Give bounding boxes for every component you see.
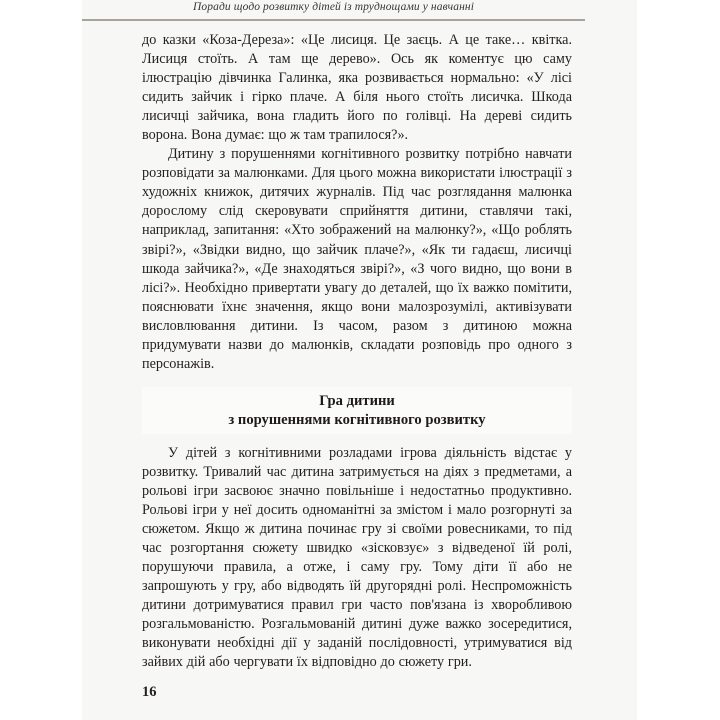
section-heading: [142, 387, 572, 434]
paragraph-play-activity: У дітей з когнітивними розладами ігрова діяльність відстає у розвитку. Тривалий час дитина затримується на діях з предметами, а рольові ігри засвоює значно повільніше і недостатньо продуктивно. Рольові ігри у неї досить одноманітні за змістом і мало розгорнуті за сюжетом. Якщо ж дитина починає гру зі своїми ровесниками, то під час розгортання сюжету швидко «зісковзує» з відведеної їй ролі, порушуючи правила, а отже, і саму гру. Тому діти її або не запрошують у гру, або відводять їй другорядні ролі. Неспроможність дитини дотримуватися правил гри часто пов'язана із хворобливою розгальмованістю. Розгальмованій дитині дуже важко зосередитися, виконувати необхідні дії у заданій послідовності, утримуватися від зайвих дій або чергувати їх відповідно до сюжету гри.: [142, 444, 572, 671]
heading-spacer-top: [142, 374, 572, 387]
header-rule: [82, 19, 585, 21]
page-content: [142, 31, 572, 672]
section-heading-line-2: з порушеннями когнітивного розвитку: [228, 412, 486, 429]
running-header: Поради щодо розвитку дітей із труднощами у навчанні: [193, 1, 474, 13]
book-page: [82, 0, 637, 720]
paragraph-picture-storytelling: Дитину з порушеннями когнітивного розвитку потрібно навчати розповідати за малюнками. Для цього можна використати ілюстрації з художніх книжок, дитячих журналів. Під час розглядання малюнка дорослому слід скеровувати сприйняття дитини, ставлячи такі, наприклад, запитання: «Хто зображений на малюнку?», «Що роблять звірі?», «Звідки видно, що зайчик плаче?», «Як ти гадаєш, лисичці шкода зайчика?», «Де знаходяться звірі?», «З чого видно, що вони в лісі?». Необхідно привертати увагу до деталей, що їх важко помітити, пояснювати їхнє значення, якщо вони малозрозумілі, активізувати висловлювання дитини. Із часом, разом з дитиною можна придумувати назви до малюнків, складати розповідь про одного з персонажів.: [142, 146, 572, 372]
paragraph-continuation: до казки «Коза-Дереза»: «Це лисиця. Це заєць. А це таке… квітка. Лисиця стоїть. А там ще дерево». Ось як коментує цю саму ілюстрацію дівчинка Галинка, яка розвивається нормально: «У лісі сидить зайчик і гірко плаче. А біля нього стоїть лисичка. Шкода лисичці зайчика, вона гладить його по голівці. На дереві сидить ворона. Вона думає: що ж там трапилося?».: [142, 32, 572, 144]
page-number: 16: [142, 684, 157, 700]
section-heading-line-1: Гра дитини: [319, 392, 395, 409]
heading-spacer-bottom: [142, 434, 572, 444]
